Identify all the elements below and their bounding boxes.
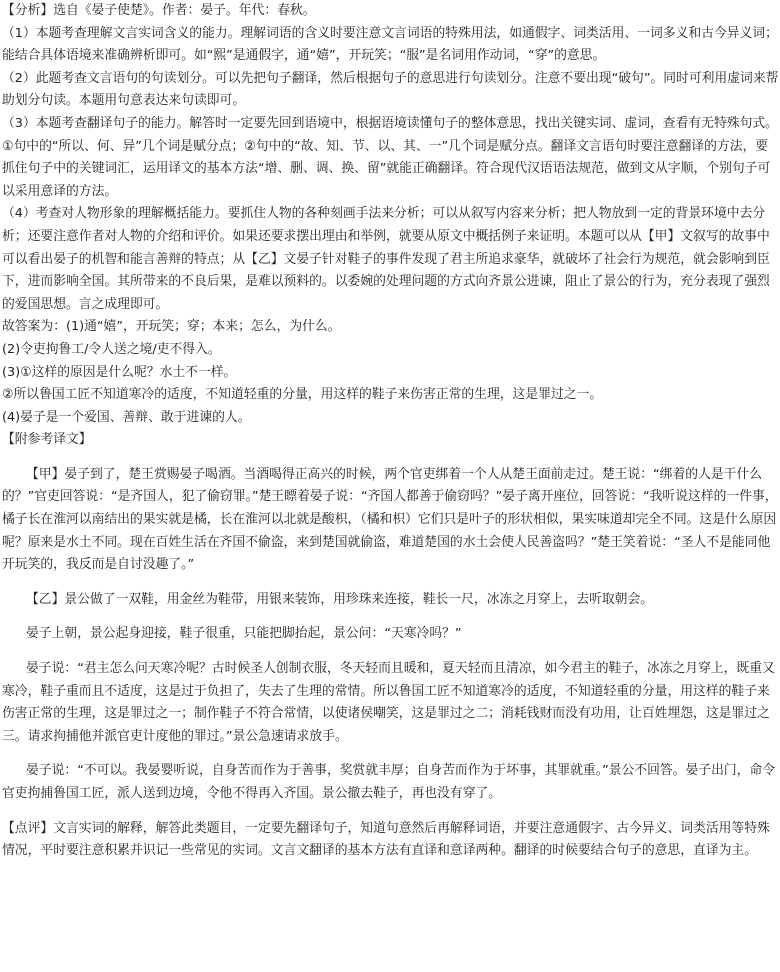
spacer xyxy=(2,577,780,589)
comment-text: 【点评】文言实词的解释，解答此类题目，一定要先翻译句子，知道句意然后再解释词语，并要注意通假字、古今异义、词类活用等特殊情况，平时要注意积累并识记一些常见的实词。文言文翻译的基本方法有直译和意译两种。翻译的时候要结合句子的意思，直译为主。 xyxy=(2,820,770,859)
translation-yi-4: 晏子说：“不可以。我晏婴听说，自身苦而作为于善事，奖赏就丰厚；自身苦而作为于坏事，其罪就重。”景公不回答。晏子出门，命令官吏拘捕鲁国工匠，派人送到边境，令他不得再入齐国。景公撤去鞋子，再也没有穿了。 xyxy=(2,763,776,801)
comment-section xyxy=(2,818,780,863)
translation-yi-1: 【乙】景公做了一双鞋，用金丝为鞋带，用银来装饰，用珍珠来连接，鞋长一尺，冰冻之月穿上，去听取朝会。 xyxy=(26,591,654,607)
spacer xyxy=(2,806,780,818)
analysis-header: 【分析】选自《晏子使楚》。作者：晏子。年代：春秋。 xyxy=(2,3,316,18)
spacer xyxy=(2,646,780,658)
spacer xyxy=(2,611,780,623)
answer-line-3a: (3)①这样的原因是什么呢？水土不一样。 xyxy=(2,364,237,380)
spacer xyxy=(2,452,780,464)
translation-header: 【附参考译文】 xyxy=(2,432,92,448)
analysis-item-2: （2）此题考查文言语句的句读划分。可以先把句子翻译，然后根据句子的意思进行句读划分。注意不要出现“破句”。同时可利用虚词来帮助划分句读。本题用句意表达来句读即可。 xyxy=(2,70,779,109)
spacer xyxy=(2,748,780,760)
translation-jia: 【甲】晏子到了，楚王赏赐晏子喝酒。当酒喝得正高兴的时候，两个官吏绑着一个人从楚王面前走过。楚王说：“绑着的人是干什么的？”官吏回答说：“是齐国人，犯了偷窃罪。”楚王瞟着晏子说：“齐国人都善于偷窃吗？”晏子离开座位，回答说：“我听说这样的一件事，橘子长在淮河以南结出的果实就是橘，长在淮河以北就是酸枳，（橘和枳）它们只是叶子的形状相似，果实味道却完全不同。这是什么原因呢？原来是水土不同。现在百姓生活在齐国不偷盗，来到楚国就偷盗，难道楚国的水土会使人民善盗吗？”楚王笑着说：“圣人不是能同他开玩笑的，我反而是自讨没趣了。” xyxy=(2,466,778,573)
analysis-item-4: （4）考查对人物形象的理解概括能力。要抓住人物的各种刻画手法来分析；可以从叙写内容来分析；把人物放到一定的背景环境中去分析；还要注意作者对人物的介绍和评价。如果还要求摆出理由和举例，就要从原文中概括例子来证明。本题可以从【甲】文叙写的故事中可以看出晏子的机智和能言善辩的特点；从【乙】文晏子针对鞋子的事件发现了君主所追求豪华，就破坏了社会行为规范，就会影响到臣下，进而影响全国。其所带来的不良后果，是难以预料的。以委婉的处理问题的方式向齐景公进谏，阻止了景公的行为，充分表现了强烈的爱国思想。言之成理即可。 xyxy=(2,206,770,312)
analysis-item-3: （3）本题考查翻译句子的能力。解答时一定要先回到语境中，根据语境读懂句子的整体意思，找出关键实词、虚词，查看有无特殊句式。①句中的“所以、何、异”几个词是赋分点；②句中的“故、知、节、以、其、一”几个词是赋分点。翻译文言语句时要注意翻译的方法，要抓住句子中的关键词汇，运用译文的基本方法“增、删、调、换、留”就能正确翻译。符合现代汉语语法规范，做到文从字顺，个别句子可以采用意译的方法。 xyxy=(2,115,778,199)
translation-yi-3: 晏子说：“君主怎么问天寒冷呢？古时候圣人创制衣服，冬天轻而且暖和，夏天轻而且清凉，如今君主的鞋子，冰冻之月穿上，既重又寒冷，鞋子重而且不适度，这是过于负担了，失去了生理的常情。所以鲁国工匠不知道寒冷的适度，不知道轻重的分量，用这样的鞋子来伤害正常的生理，这是罪过之一；制作鞋子不符合常情，以使诸侯嘲笑，这是罪过之二；消耗钱财而没有功用，让百姓埋怨，这是罪过之三。请求拘捕他并派官吏计度他的罪过。”景公急速请求放手。 xyxy=(2,661,775,744)
answer-line-1: 故答案为：(1)通“嬉”，开玩笑；穿；本来；怎么，为什么。 xyxy=(2,319,341,335)
analysis-item-1: （1）本题考查理解文言实词含义的能力。理解词语的含义时要注意文言词语的特殊用法，如通假字、词类活用、一词多义和古今异义词；能结合具体语境来准确辨析即可。如“熙”是通假字，通“嬉”，开玩笑；“服”是名词用作动词，“穿”的意思。 xyxy=(2,25,778,64)
answer-section xyxy=(2,316,780,429)
document-body xyxy=(2,0,780,863)
translation-yi-2: 晏子上朝，景公起身迎接，鞋子很重，只能把脚抬起，景公问：“天寒冷吗？” xyxy=(26,626,462,642)
analysis-section xyxy=(2,0,780,316)
answer-line-4: (4)晏子是一个爱国、善辩、敢于进谏的人。 xyxy=(2,409,251,425)
answer-line-2: (2)令吏拘鲁工/令人送之境/吏不得入。 xyxy=(2,341,221,357)
translation-section xyxy=(2,429,780,805)
answer-line-3b: ②所以鲁国工匠不知道寒冷的适度，不知道轻重的分量，用这样的鞋子来伤害正常的生理，这是罪过之一。 xyxy=(2,387,603,403)
